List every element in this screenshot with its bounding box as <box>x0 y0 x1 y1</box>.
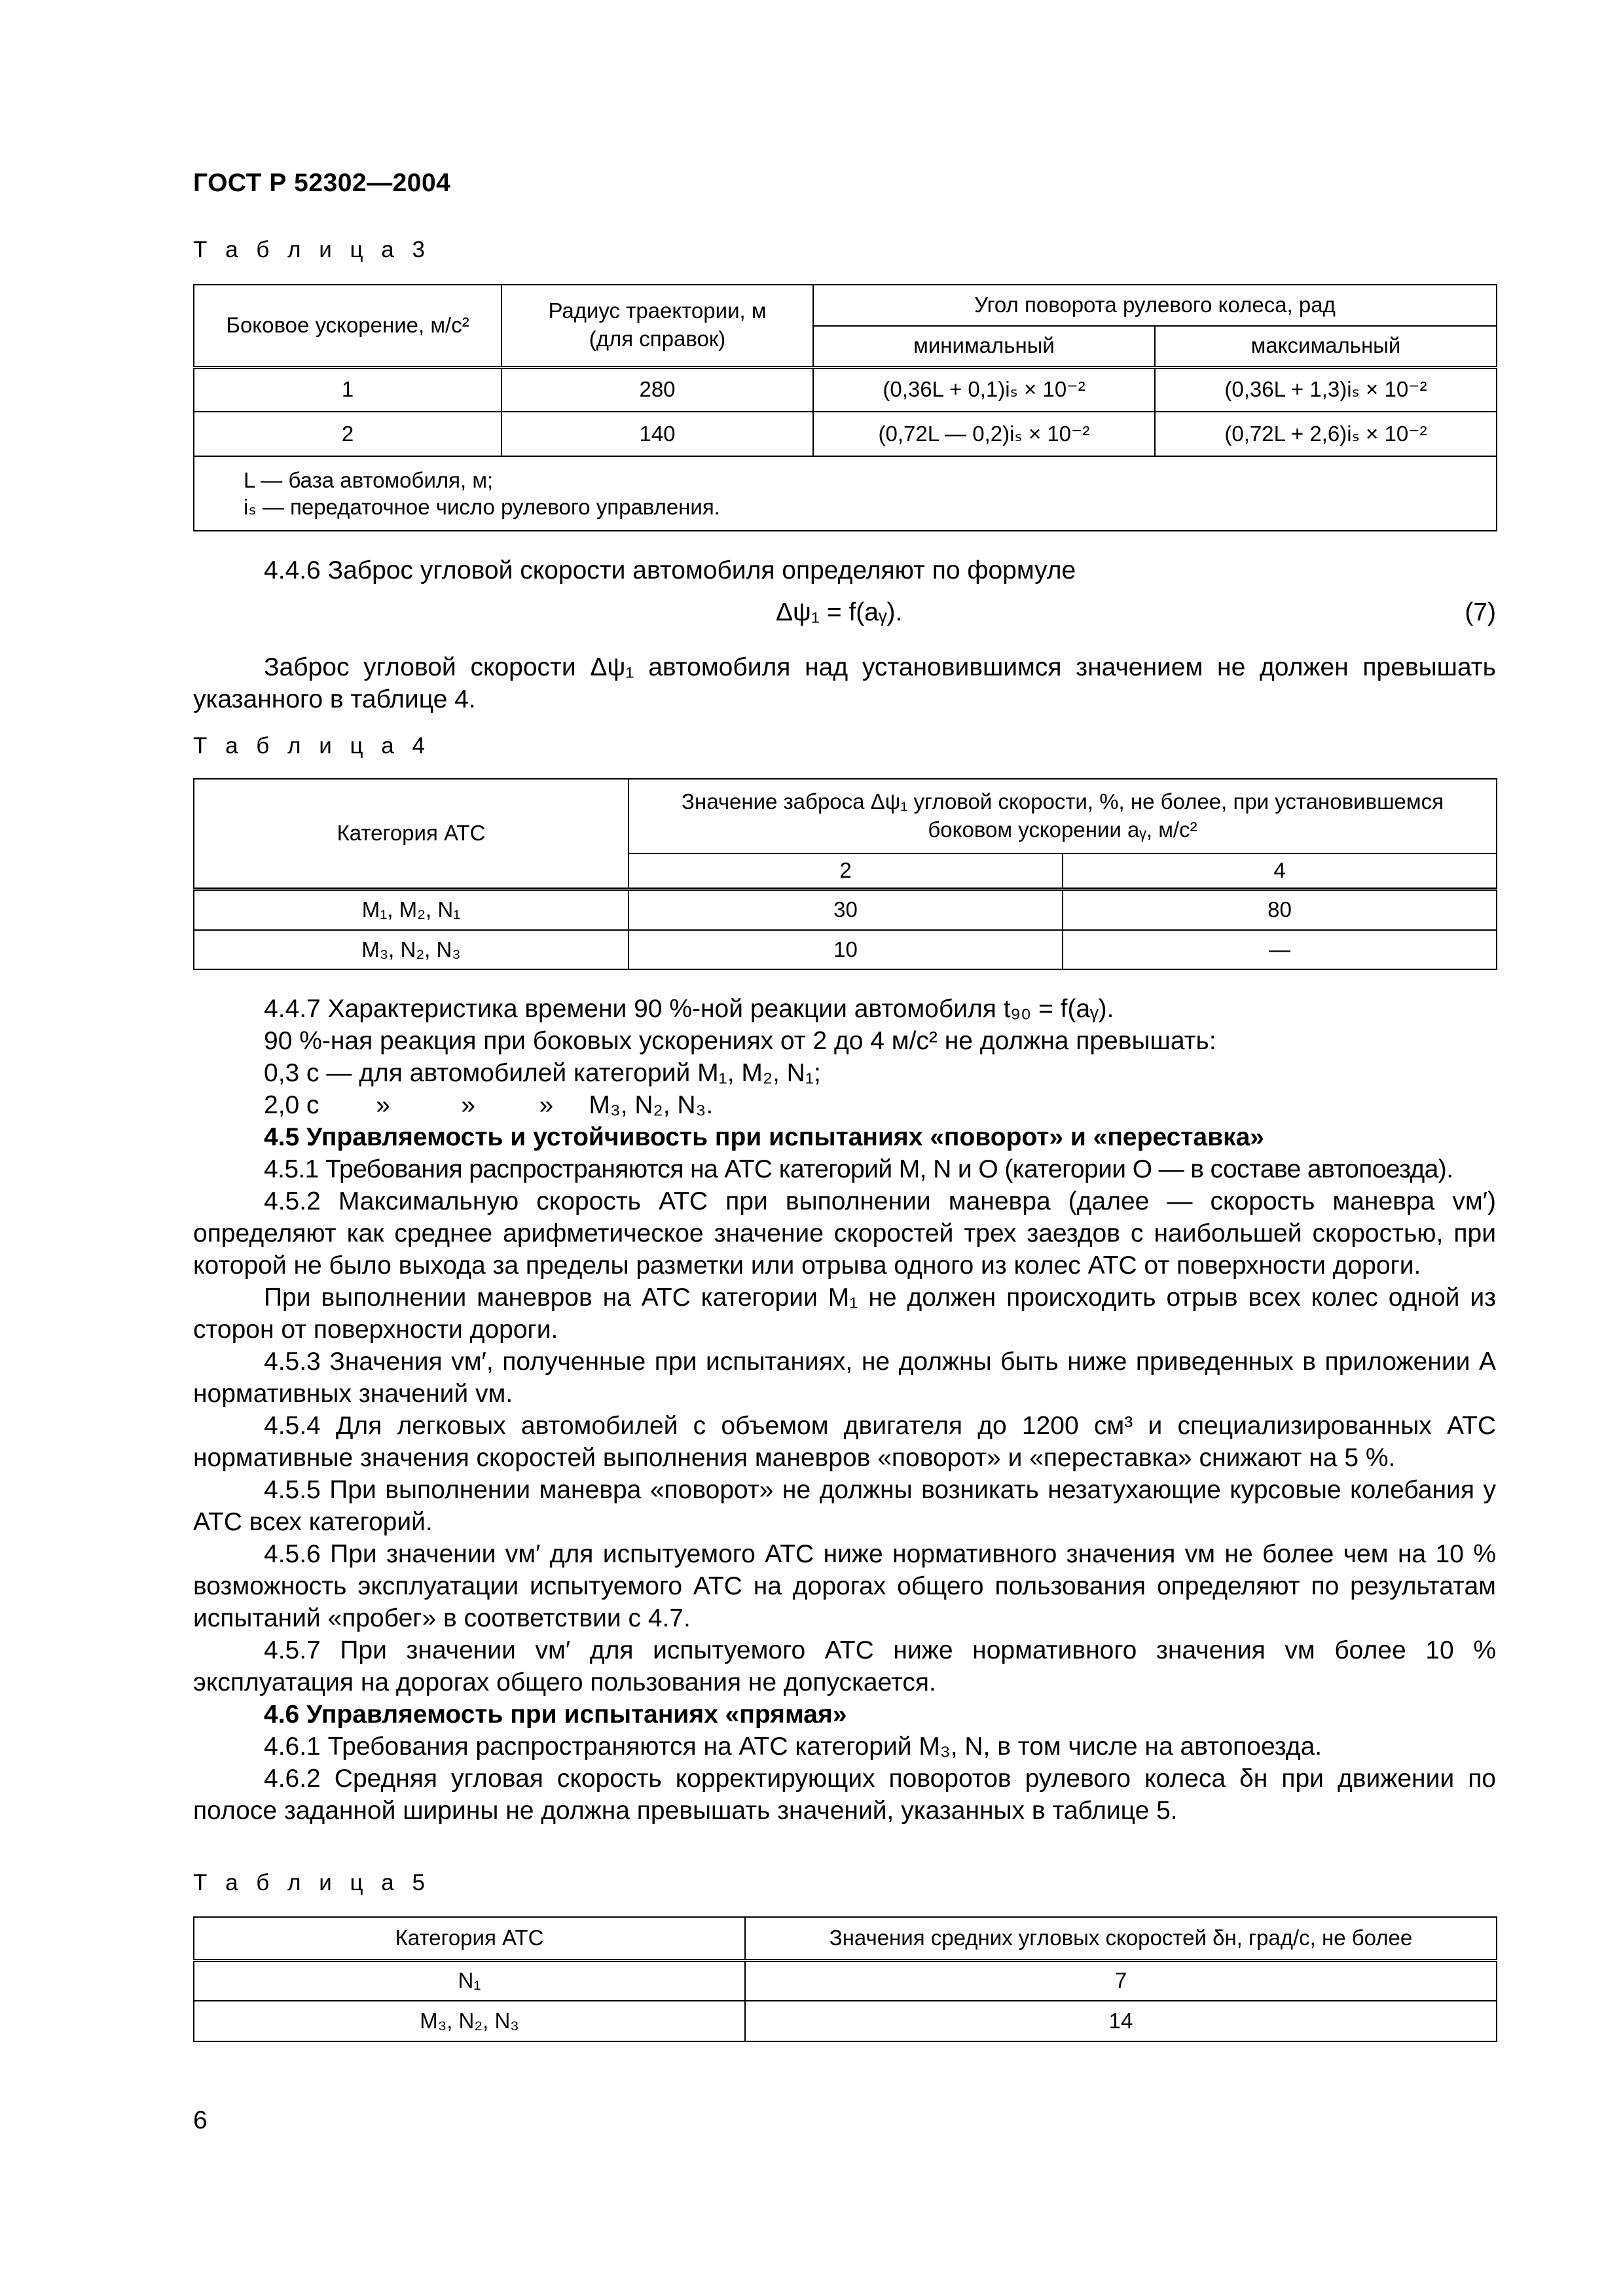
table3-cell-radius: 140 <box>501 412 813 456</box>
table3-header-radius-line2: (для справок) <box>589 327 726 351</box>
table5-caption: Т а б л и ц а 5 <box>193 1870 431 1895</box>
main-text-block <box>193 993 1496 1827</box>
formula-7-number: (7) <box>1465 598 1496 626</box>
table5-cell-value: 14 <box>745 2001 1497 2041</box>
page-number: 6 <box>193 2106 208 2134</box>
table4-header-overshoot <box>629 779 1497 853</box>
table4-cell-category: M₁, M₂, N₁ <box>194 889 629 930</box>
table4-caption: Т а б л и ц а 4 <box>193 733 431 759</box>
table4-header-overshoot-line2: боковом ускорении aᵧ, м/с² <box>928 817 1197 842</box>
table4-header-accel-4: 4 <box>1063 853 1497 889</box>
table4-header-overshoot-line1: Значение заброса Δψ₁ угловой скорости, %, не более, при установившемся <box>682 789 1444 814</box>
paragraph-4-5-2: 4.5.2 Максимальную скорость АТС при выполнении маневра (далее — скорость маневра vм′) определяют как среднее арифметическое значение скоростей трех заездов с наибольшей скоростью, при которой не было выхода за пределы разметки или отрыва одного из колес АТС от поверхности дороги. <box>193 1187 1496 1280</box>
table3-header-min: минимальный <box>813 326 1155 367</box>
table3-header-angle: Угол поворота рулевого колеса, рад <box>813 285 1497 326</box>
table5-cell-category: M₃, N₂, N₃ <box>194 2001 745 2041</box>
table3-header-radius <box>501 285 813 367</box>
table4-cell-v4: 80 <box>1063 889 1497 930</box>
paragraph-4-5-7: 4.5.7 При значении vм′ для испытуемого АТС ниже нормативного значения vм более 10 % эксплуатация на дорогах общего пользования не допускается. <box>193 1636 1496 1696</box>
section-4-4-6-text2 <box>193 651 1496 715</box>
table5-cell-category: N₁ <box>194 1960 745 2001</box>
table3-cell-max: (0,72L + 2,6)iₛ × 10⁻² <box>1155 412 1497 456</box>
paragraph-4-5-4: 4.5.4 Для легковых автомобилей с объемом двигателя до 1200 см³ и специализированных АТС нормативные значения скоростей выполнения маневров «поворот» и «переставка» снижают на 5 %. <box>193 1412 1496 1472</box>
table5-cell-value: 7 <box>745 1960 1497 2001</box>
table4-cell-v2: 10 <box>629 930 1063 969</box>
paragraph-4-6-1: 4.6.1 Требования распространяются на АТС категорий M₃, N, в том числе на автопоезда. <box>264 1732 1322 1761</box>
table3-cell-radius: 280 <box>501 367 813 412</box>
table3 <box>193 284 1497 531</box>
heading-4-5: 4.5 Управляемость и устойчивость при испытаниях «поворот» и «переставка» <box>264 1123 1264 1151</box>
table3-caption: Т а б л и ц а 3 <box>193 237 431 262</box>
table4-cell-category: M₃, N₂, N₃ <box>194 930 629 969</box>
table3-cell-min: (0,72L — 0,2)iₛ × 10⁻² <box>813 412 1155 456</box>
table3-header-max: максимальный <box>1155 326 1497 367</box>
paragraph-4-4-6-overshoot: Заброс угловой скорости Δψ₁ автомобиля над установившимся значением не должен превышать указанного в таблице 4. <box>193 653 1496 713</box>
section-4-4-6 <box>193 554 1496 586</box>
paragraph-4-5-2-cont: При выполнении маневров на АТС категории M₁ не должен происходить отрыв всех колес одной из сторон от поверхности дороги. <box>193 1283 1496 1344</box>
table3-note-line1: L — база автомобиля, м; <box>244 467 494 492</box>
table4 <box>193 778 1497 970</box>
table5-header-speed: Значения средних угловых скоростей δн, град/с, не более <box>745 1917 1497 1960</box>
paragraph-4-4-6: 4.4.6 Заброс угловой скорости автомобиля определяют по формуле <box>264 556 1076 584</box>
paragraph-4-5-6: 4.5.6 При значении vм′ для испытуемого АТС ниже нормативного значения vм не более чем на 10 % возможность эксплуатации испытуемого АТС на дорогах общего пользования определяют по результатам испытаний «пробег» в соответствии с 4.7. <box>193 1540 1496 1632</box>
document-code-header: ГОСТ Р 52302—2004 <box>193 169 451 197</box>
table3-header-radius-line1: Радиус траектории, м <box>548 298 767 323</box>
table5-header-category: Категория АТС <box>194 1917 745 1960</box>
table5 <box>193 1916 1497 2042</box>
paragraph-4-4-7: 4.4.7 Характеристика времени 90 %-ной реакции автомобиля t₉₀ = f(aᵧ). <box>264 995 1114 1023</box>
table3-cell-accel: 1 <box>194 367 501 412</box>
table3-cell-max: (0,36L + 1,3)iₛ × 10⁻² <box>1155 367 1497 412</box>
heading-4-6: 4.6 Управляемость при испытаниях «прямая» <box>264 1700 847 1729</box>
paragraph-4-6-2: 4.6.2 Средняя угловая скорость корректирующих поворотов рулевого колеса δн при движении по полосе заданной ширины не должна превышать значений, указанных в таблице 5. <box>193 1765 1496 1825</box>
paragraph-4-5-3: 4.5.3 Значения vм′, полученные при испытаниях, не должны быть ниже приведенных в приложении А нормативных значений vм. <box>193 1348 1496 1408</box>
paragraph-4-4-7-line2: 90 %-ная реакция при боковых ускорениях от 2 до 4 м/с² не должна превышать: <box>264 1027 1216 1055</box>
table4-cell-v2: 30 <box>629 889 1063 930</box>
table3-header-accel: Боковое ускорение, м/с² <box>194 285 501 367</box>
table4-header-accel-2: 2 <box>629 853 1063 889</box>
table3-note-line2: iₛ — передаточное число рулевого управления. <box>244 495 720 519</box>
table3-cell-min: (0,36L + 0,1)iₛ × 10⁻² <box>813 367 1155 412</box>
formula-7-expression: Δψ₁ = f(aᵧ). <box>776 598 903 626</box>
paragraph-4-4-7-line3: 0,3 с — для автомобилей категорий M₁, M₂, N₁; <box>264 1059 821 1087</box>
table3-cell-accel: 2 <box>194 412 501 456</box>
paragraph-4-5-5: 4.5.5 При выполнении маневра «поворот» не должны возникать незатухающие курсовые колебания у АТС всех категорий. <box>193 1476 1496 1536</box>
table4-cell-v4: — <box>1063 930 1497 969</box>
paragraph-4-5-1: 4.5.1 Требования распространяются на АТС категорий M, N и O (категории O — в составе автопоезда). <box>264 1155 1453 1183</box>
table4-header-category: Категория АТС <box>194 779 629 889</box>
table3-note <box>194 456 1497 531</box>
paragraph-4-4-7-line4: 2,0 с » » » M₃, N₂, N₃. <box>264 1091 714 1119</box>
formula-7 <box>193 596 1496 629</box>
